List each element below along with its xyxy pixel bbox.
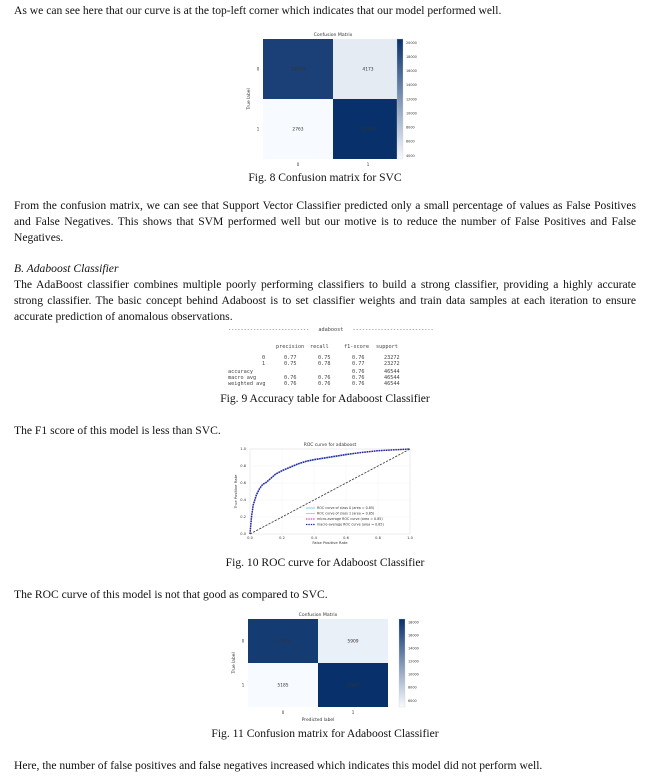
report-cell-f1: 0.76: [352, 369, 365, 375]
report-title-row: [228, 327, 434, 333]
cm-y-label: True label: [247, 88, 252, 110]
roc-y-label: True Positive Rate: [233, 474, 238, 509]
colorbar-tick: 10000: [406, 111, 417, 116]
cm-y-tick: 1: [241, 682, 245, 688]
colorbar: [397, 39, 403, 159]
paragraph-conclusion: Here, the number of false positives and false negatives increased which indicates this model did not perform well.: [14, 759, 543, 772]
report-summary-row: [228, 381, 418, 388]
colorbar-tick: 14000: [406, 83, 417, 88]
cm-cell-value: 5185: [277, 683, 289, 689]
cm-cell-value: 2763: [292, 127, 304, 133]
colorbar-tick: 18000: [406, 54, 417, 59]
caption-fig-10: Fig. 10 ROC curve for Adaboost Classifier: [225, 556, 425, 569]
roc-x-tick: 0.8: [375, 536, 381, 540]
report-rule-right: --------------------------: [352, 327, 434, 333]
roc-x-label: False Positive Rate: [312, 540, 348, 545]
report-row-label: 0: [262, 355, 266, 361]
colorbar-tick: 16000: [406, 69, 417, 74]
colorbar-tick: 12000: [406, 97, 417, 102]
roc-x-tick: 1.0: [407, 536, 413, 540]
report-cell-support: 46544: [384, 369, 400, 375]
roc-y-tick: 0.8: [240, 464, 246, 469]
roc-legend-label: ROC curve of class 1 (area = 0.85): [317, 511, 375, 516]
figure-11-confusion-matrix: [228, 606, 423, 722]
roc-x-tick: 0.0: [247, 536, 253, 540]
report-summary-label: weighted avg: [228, 381, 266, 387]
roc-x-tick: 0.2: [279, 536, 285, 540]
cm-title: Confusion Matrix: [313, 33, 353, 38]
report-cell-precision: 0.76: [284, 381, 297, 387]
cm-y-tick: 1: [256, 126, 260, 132]
report-cell-recall: 0.76: [318, 375, 331, 381]
cm-x-tick: 1: [366, 162, 370, 167]
report-cell-precision: 0.77: [284, 355, 297, 361]
paragraph-adaboost-description: The AdaBoost classifier combines multiple poorly performing classifiers to build a strong classifier, providing a highly accurate strong classifier. The basic concept behind Adaboost is to set classifier weights and train data samples at each iteration to ensure accurate prediction of anomalous observations.: [14, 278, 636, 323]
report-header: f1-score: [344, 344, 369, 350]
caption-fig-8: Fig. 8 Confusion matrix for SVC: [248, 171, 402, 184]
report-cell-precision: 0.76: [284, 375, 297, 381]
cm-x-tick: 0: [281, 710, 285, 715]
colorbar: [399, 619, 405, 707]
report-title: adaboost: [318, 327, 344, 333]
colorbar-tick: 18000: [408, 620, 419, 625]
colorbar-tick: 4000: [406, 153, 415, 158]
cm-cell-value: 4173: [362, 67, 374, 73]
report-cell-f1: 0.76: [352, 381, 365, 387]
cm-cell-value: 20509: [361, 127, 375, 133]
report-rule-left: --------------------------: [228, 327, 310, 333]
colorbar-tick: 14000: [408, 646, 419, 651]
report-row: [228, 361, 418, 368]
cm-x-tick: 0: [296, 162, 300, 167]
report-row-label: 1: [262, 361, 266, 367]
report-cell-recall: 0.76: [318, 381, 331, 387]
roc-x-tick: 0.4: [311, 536, 317, 540]
caption-fig-11: Fig. 11 Confusion matrix for Adaboost Classifier: [211, 727, 439, 740]
report-cell-precision: 0.75: [284, 361, 297, 367]
cm-title: Confusion Matrix: [298, 613, 338, 618]
colorbar-tick: 6000: [408, 698, 417, 703]
caption-fig-9: Fig. 9 Accuracy table for Adaboost Classifier: [220, 392, 430, 405]
colorbar-tick: 8000: [406, 125, 415, 130]
roc-title: ROC curve for adaboost: [303, 443, 357, 448]
roc-legend-label: ROC curve of class 0 (area = 0.85): [317, 506, 375, 511]
figure-8-confusion-matrix: [225, 24, 430, 169]
report-header-row: [228, 344, 418, 351]
colorbar-tick: 20000: [406, 40, 417, 45]
figure-9-accuracy-table: [228, 327, 434, 387]
roc-legend-label: macro-average ROC curve (area = 0.85): [317, 522, 384, 527]
cm-x-tick: 1: [351, 710, 355, 715]
report-cell-support: 46544: [384, 381, 400, 387]
colorbar-tick: 10000: [408, 672, 419, 677]
figure-10-roc-curve: [228, 440, 423, 553]
paragraph-svc-analysis: From the confusion matrix, we can see that Support Vector Classifier predicted only a small percentage of values as False Positives and False Negatives. This shows that SVM performed well but our motive is to reduce the number of False Positives and False Negatives.: [14, 199, 636, 244]
report-summary-label: macro avg: [228, 375, 257, 381]
report-cell-f1: 0.76: [352, 375, 365, 381]
paragraph-f1-comparison: The F1 score of this model is less than SVC.: [14, 424, 221, 437]
roc-y-tick: 0.4: [240, 498, 246, 503]
report-cell-support: 23272: [384, 355, 400, 361]
section-heading-adaboost: B. Adaboost Classifier: [14, 262, 119, 275]
report-cell-f1: 0.77: [352, 361, 365, 367]
roc-y-tick: 0.0: [240, 532, 246, 537]
report-header: recall: [310, 344, 329, 350]
roc-y-tick: 1.0: [240, 447, 246, 452]
report-cell-recall: 0.78: [318, 361, 331, 367]
roc-y-tick: 0.2: [240, 515, 246, 520]
report-cell-support: 46544: [384, 375, 400, 381]
cm-cell-value: 18087: [346, 683, 360, 689]
roc-legend-label: micro-average ROC curve (area = 0.85): [317, 517, 383, 522]
paragraph-roc-comparison: The ROC curve of this model is not that good as compared to SVC.: [14, 588, 328, 601]
report-header: precision: [276, 344, 305, 350]
cm-y-label: True label: [232, 652, 237, 674]
report-summary-label: accuracy: [228, 369, 253, 375]
paragraph-roc-intro: As we can see here that our curve is at the top-left corner which indicates that our model performed well.: [14, 4, 502, 17]
report-header: support: [376, 344, 398, 350]
colorbar-tick: 16000: [408, 633, 419, 638]
cm-cell-value: 5909: [347, 639, 359, 645]
cm-y-tick: 0: [241, 638, 245, 644]
colorbar-tick: 8000: [408, 685, 417, 690]
cm-x-label: Predicted label: [301, 718, 335, 722]
colorbar-tick: 6000: [406, 139, 415, 144]
report-cell-support: 23272: [384, 361, 400, 367]
report-cell-recall: 0.75: [318, 355, 331, 361]
roc-x-tick: 0.6: [343, 536, 349, 540]
cm-y-tick: 0: [256, 66, 260, 72]
roc-y-tick: 0.6: [240, 481, 246, 486]
report-cell-f1: 0.76: [352, 355, 365, 361]
cm-cell-value: 17363: [276, 639, 290, 645]
cm-cell-value: 19099: [291, 67, 305, 73]
colorbar-tick: 12000: [408, 659, 419, 664]
